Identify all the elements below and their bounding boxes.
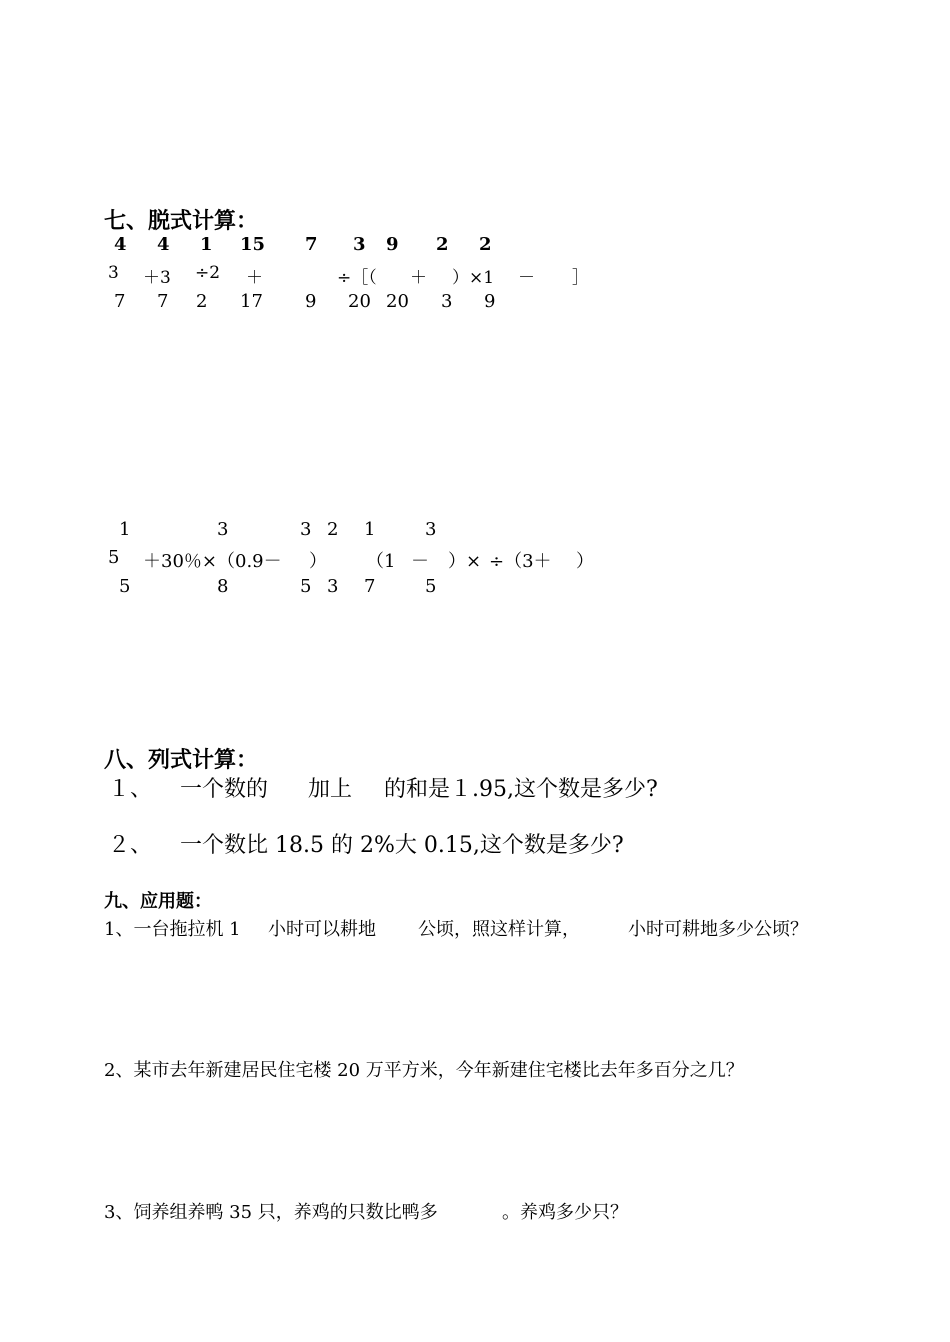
operator: ＋ <box>410 268 427 288</box>
numerator: 2 <box>436 234 449 255</box>
operator: ÷（3＋ <box>489 551 552 572</box>
operator: ）× <box>448 551 482 572</box>
question-text: 一个数比 18.5 的 2%大 0.15,这个数是多少? <box>180 833 624 858</box>
question-text: 的和是１.95,这个数是多少? <box>384 777 658 802</box>
operator: ＋30％×（0.9－ <box>143 551 282 572</box>
numerator: 4 <box>114 234 127 255</box>
denominator: 3 <box>441 291 453 312</box>
numerator: 1 <box>364 519 376 540</box>
operand: 5 <box>108 547 120 568</box>
operator: ］ <box>572 268 589 288</box>
question-number: ２、 <box>108 833 153 858</box>
operator: ） <box>309 551 327 572</box>
denominator: 9 <box>305 291 317 312</box>
question-text: 一个数的 <box>180 777 269 802</box>
section9-title: 九、应用题： <box>104 891 212 912</box>
denominator: 5 <box>425 576 437 597</box>
numerator: 1 <box>119 519 131 540</box>
question-text: 小时可耕地多少公顷？ <box>628 919 808 940</box>
operator: ÷2 <box>195 263 221 283</box>
numerator: 9 <box>386 234 399 255</box>
denominator: 7 <box>157 291 169 312</box>
denominator: 3 <box>327 576 339 597</box>
numerator: 2 <box>327 519 339 540</box>
operator: － <box>411 551 429 572</box>
numerator: 2 <box>479 234 492 255</box>
operator: － <box>518 268 535 288</box>
denominator: 17 <box>240 291 263 312</box>
numerator: 7 <box>305 234 318 255</box>
denominator: 20 <box>348 291 371 312</box>
operator: （1 <box>366 551 396 572</box>
section9-question-2: 2、某市去年新建居民住宅楼 20 万平方米，今年新建住宅楼比去年多百分之几？ <box>104 1060 744 1081</box>
denominator: 7 <box>114 291 126 312</box>
operator: ＋ <box>246 268 263 288</box>
operator: ） <box>576 551 594 572</box>
operator: ÷［（ <box>337 268 377 288</box>
numerator: 3 <box>425 519 437 540</box>
numerator: 15 <box>240 234 266 255</box>
numerator: 1 <box>200 234 213 255</box>
denominator: 2 <box>196 291 208 312</box>
denominator: 9 <box>484 291 496 312</box>
numerator: 3 <box>300 519 312 540</box>
section7-title: 七、脱式计算： <box>104 208 259 234</box>
operator: ）×1 <box>452 268 495 288</box>
denominator: 20 <box>386 291 409 312</box>
question-text: 加上 <box>308 777 353 802</box>
question-number: １、 <box>108 777 153 802</box>
denominator: 7 <box>364 576 376 597</box>
question-text: 1、一台拖拉机 1 <box>104 919 241 940</box>
operator: ＋3 <box>143 268 171 288</box>
numerator: 3 <box>217 519 229 540</box>
operand: 3 <box>108 263 119 283</box>
question-text: 3、饲养组养鸭 35 只，养鸡的只数比鸭多 <box>104 1202 438 1223</box>
question-text: 。养鸡多少只？ <box>502 1202 628 1223</box>
denominator: 5 <box>119 576 131 597</box>
numerator: 4 <box>157 234 170 255</box>
section8-title: 八、列式计算： <box>104 747 259 773</box>
denominator: 8 <box>217 576 229 597</box>
denominator: 5 <box>300 576 312 597</box>
question-text: 公顷，照这样计算， <box>418 919 580 940</box>
numerator: 3 <box>353 234 366 255</box>
question-text: 小时可以耕地 <box>268 919 376 940</box>
